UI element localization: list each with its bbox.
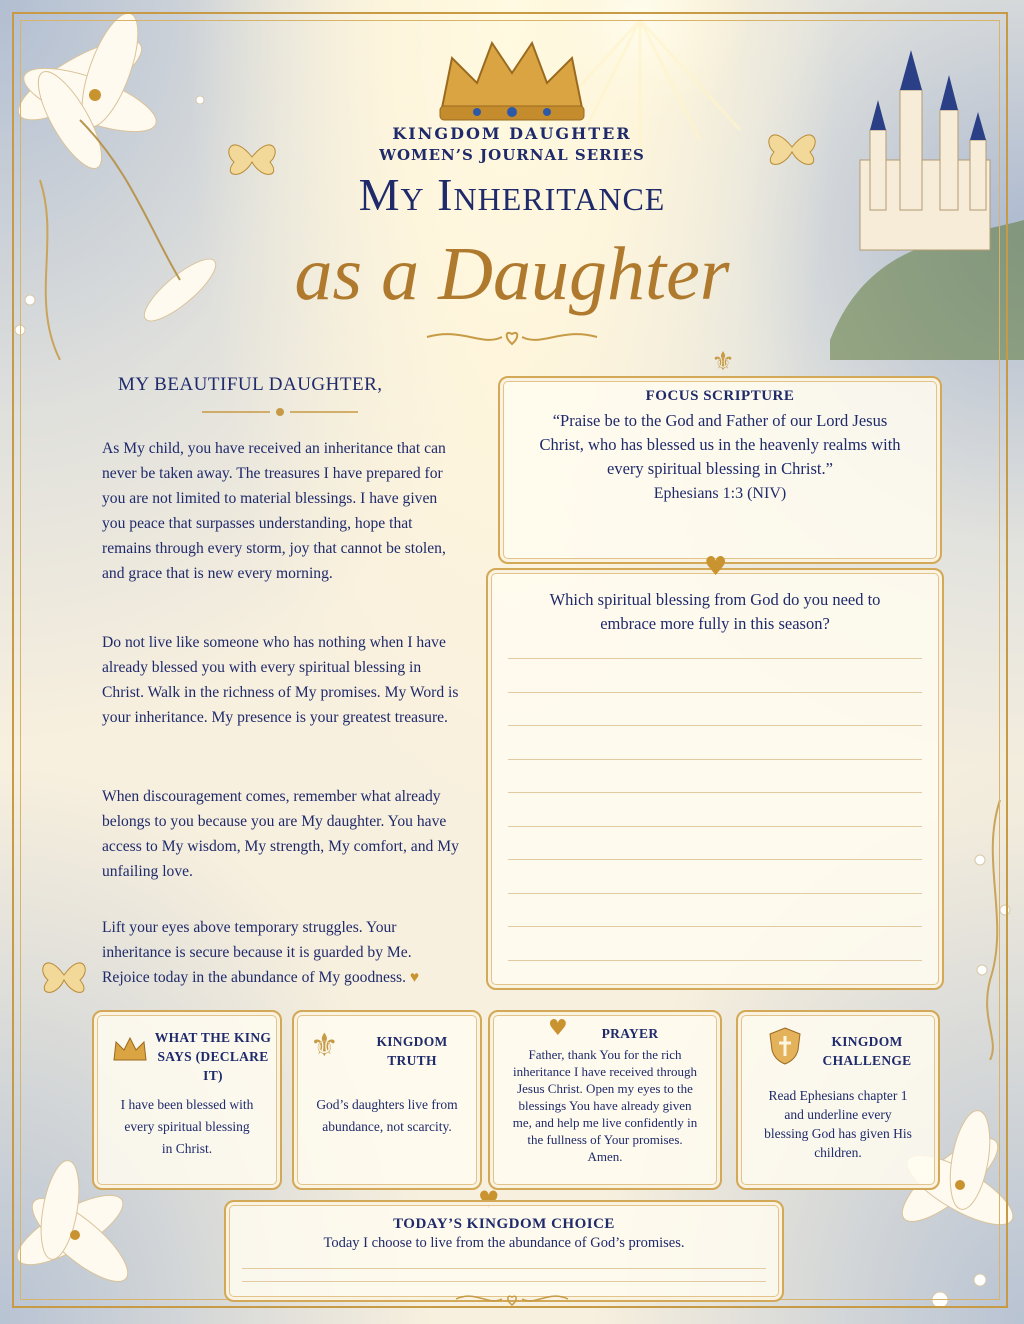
focus-scripture-heading: FOCUS SCRIPTURE — [645, 388, 795, 404]
page-title-script: as a Daughter — [294, 232, 730, 316]
page-title: My Inheritance — [358, 169, 666, 220]
card-body: God’s daughters live from abundance, not scarcity. — [316, 1097, 458, 1134]
series-subtitle: WOMEN’S JOURNAL SERIES — [379, 146, 645, 164]
letter-greeting: MY BEAUTIFUL DAUGHTER, — [118, 374, 383, 395]
prayer-card — [488, 1010, 722, 1190]
crown-icon — [110, 1034, 150, 1066]
letter-paragraph: As My child, you have received an inheritance that can never be taken away. The treasures I have prepared for you are not limited to material blessings. I have given you peace that surpasses understanding, hope that remains through every storm, joy that cannot be stolen, and grace that is new every morning. — [102, 440, 446, 582]
crown-icon — [432, 28, 592, 128]
heart-icon: ♥ — [548, 1016, 568, 1041]
card-body: Read Ephesians chapter 1 and underline every blessing God has given His children. — [764, 1088, 912, 1160]
card-heading: WHAT THE KING SAYS (DECLARE IT) — [154, 1030, 272, 1083]
flourish-divider-icon — [422, 322, 602, 352]
writing-lines[interactable] — [508, 658, 922, 993]
letter-paragraph: When discouragement comes, remember what already belongs to you because you are My daughter. You have access to My wisdom, My strength, My comfort, and My unfailing love. — [102, 788, 459, 880]
card-heading: KINGDOM TRUTH — [376, 1034, 448, 1068]
flourish-divider-icon — [200, 404, 360, 420]
butterfly-icon — [36, 950, 92, 1000]
flourish-divider-icon — [452, 1288, 572, 1310]
card-body: I have been blessed with every spiritual blessing in Christ. — [120, 1097, 254, 1156]
series-title: KINGDOM DAUGHTER — [392, 124, 632, 143]
fleur-de-lis-icon: ⚜ — [310, 1026, 339, 1064]
fleur-de-lis-icon — [708, 346, 738, 376]
kingdom-choice-box — [224, 1200, 784, 1302]
heart-icon: ♥ — [704, 552, 728, 582]
reflection-question-box — [486, 568, 944, 990]
kingdom-choice-text: Today I choose to live from the abundance of God’s promises. — [323, 1235, 685, 1251]
reflection-question: Which spiritual blessing from God do you need to embrace more fully in this season? — [549, 590, 881, 633]
kingdom-truth-card — [292, 1010, 482, 1190]
focus-scripture-verse: “Praise be to the God and Father of our Lord Jesus Christ, who has blessed us in the heavenly realms with every spiritual blessing in Christ.” — [539, 411, 901, 478]
declare-it-card — [92, 1010, 282, 1190]
card-heading: PRAYER — [601, 1026, 659, 1041]
svg-text:⚜: ⚜ — [711, 347, 735, 376]
pearl-vine-decoration — [960, 800, 1024, 1060]
letter-paragraph: Lift your eyes above temporary struggles. Your inheritance is secure because it is guarded by Me. Rejoice today in the abundance of My goodness. ♥ — [102, 919, 420, 986]
card-heading: KINGDOM CHALLENGE — [822, 1034, 912, 1068]
letter-paragraph: Do not live like someone who has nothing when I have already blessed you with every spiritual blessing in Christ. Walk in the richness of My promises. My Word is your inheritance. My presence is your greatest treasure. — [102, 634, 459, 726]
card-body: Father, thank You for the rich inheritance I have received through Jesus Christ. Open my eyes to the blessings You have already given me, and help me live confidently in the fullness of Your promises. Amen. — [512, 1047, 698, 1164]
kingdom-challenge-card — [736, 1010, 940, 1190]
kingdom-choice-heading: TODAY’S KINGDOM CHOICE — [393, 1216, 615, 1232]
shield-cross-icon — [768, 1026, 802, 1066]
heart-icon: ♥ — [409, 969, 420, 986]
focus-scripture-box — [498, 376, 942, 564]
focus-scripture-reference: Ephesians 1:3 (NIV) — [653, 485, 787, 502]
